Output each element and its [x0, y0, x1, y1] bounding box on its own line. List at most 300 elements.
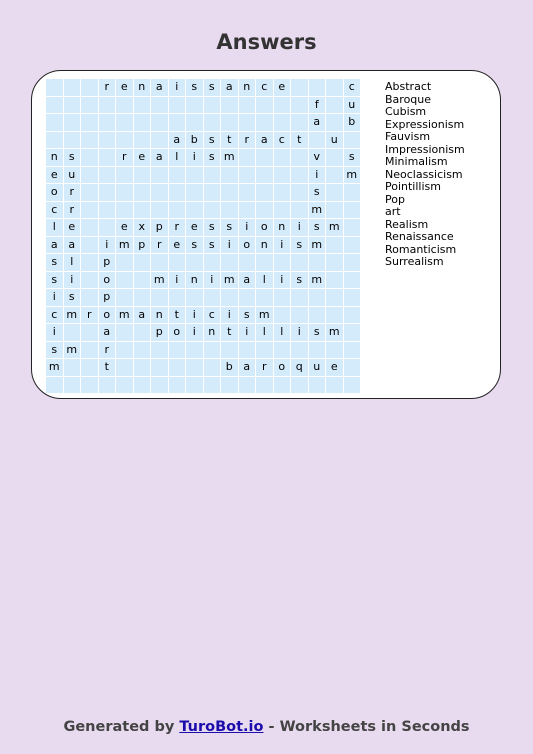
grid-cell: o [239, 237, 256, 254]
grid-cell [239, 254, 256, 271]
grid-cell: s [291, 237, 308, 254]
grid-cell [256, 149, 273, 166]
grid-cell: r [151, 237, 168, 254]
grid-cell: s [186, 237, 203, 254]
grid-cell: c [344, 79, 361, 96]
grid-cell: v [309, 149, 326, 166]
grid-cell [151, 132, 168, 149]
grid-cell [81, 132, 98, 149]
grid-cell: i [291, 219, 308, 236]
grid-cell [274, 184, 291, 201]
grid-cell [99, 149, 116, 166]
grid-cell [204, 359, 221, 376]
grid-cell [169, 289, 186, 306]
grid-cell [134, 289, 151, 306]
grid-cell [204, 114, 221, 131]
grid-cell [221, 184, 238, 201]
grid-cell [309, 307, 326, 324]
grid-cell [81, 272, 98, 289]
grid-cell: s [239, 307, 256, 324]
grid-cell: i [186, 324, 203, 341]
grid-cell [291, 97, 308, 114]
grid-cell [186, 289, 203, 306]
word-list-item: Neoclassicism [385, 167, 463, 181]
grid-cell: a [46, 237, 63, 254]
grid-cell [291, 114, 308, 131]
grid-cell [116, 114, 133, 131]
grid-cell [274, 342, 291, 359]
grid-cell: e [186, 219, 203, 236]
word-list-item: Fauvism [385, 130, 431, 143]
grid-cell [151, 342, 168, 359]
grid-cell: e [116, 219, 133, 236]
grid-cell: s [204, 149, 221, 166]
grid-cell [134, 97, 151, 114]
grid-cell [116, 97, 133, 114]
grid-cell [116, 254, 133, 271]
grid-cell [169, 377, 186, 394]
word-list-item: Abstract [385, 80, 432, 93]
grid-cell [134, 342, 151, 359]
grid-cell: n [239, 79, 256, 96]
grid-cell [326, 202, 343, 219]
grid-cell [291, 202, 308, 219]
grid-cell [221, 342, 238, 359]
grid-cell: r [64, 184, 81, 201]
grid-cell: i [46, 289, 63, 306]
grid-cell [344, 132, 361, 149]
grid-cell: r [239, 132, 256, 149]
word-list-item: Minimalism [385, 155, 448, 168]
grid-cell: i [169, 272, 186, 289]
grid-cell [151, 114, 168, 131]
grid-cell [239, 202, 256, 219]
grid-cell: a [239, 359, 256, 376]
word-list [385, 81, 465, 269]
grid-cell: p [151, 219, 168, 236]
grid-cell [291, 289, 308, 306]
grid-cell: o [256, 219, 273, 236]
grid-cell [116, 359, 133, 376]
grid-cell: p [99, 289, 116, 306]
grid-cell [151, 202, 168, 219]
grid-cell [256, 289, 273, 306]
grid-cell [309, 377, 326, 394]
grid-cell: t [99, 359, 116, 376]
grid-cell: r [99, 342, 116, 359]
grid-cell: s [291, 272, 308, 289]
grid-cell: i [204, 272, 221, 289]
grid-cell: i [64, 272, 81, 289]
grid-cell: o [274, 359, 291, 376]
grid-cell [221, 97, 238, 114]
grid-cell [274, 377, 291, 394]
grid-cell: m [151, 272, 168, 289]
grid-cell [81, 219, 98, 236]
grid-cell: a [221, 79, 238, 96]
footer [0, 719, 533, 735]
grid-cell [169, 114, 186, 131]
grid-cell [151, 167, 168, 184]
grid-cell [151, 377, 168, 394]
word-list-item: art [385, 205, 401, 218]
grid-cell [274, 97, 291, 114]
grid-cell [239, 289, 256, 306]
grid-cell: m [309, 237, 326, 254]
grid-cell [116, 167, 133, 184]
grid-cell [99, 202, 116, 219]
grid-cell [186, 114, 203, 131]
grid-cell: a [169, 132, 186, 149]
footer-prefix: Generated by [63, 719, 180, 735]
grid-cell [186, 254, 203, 271]
grid-cell [81, 254, 98, 271]
grid-cell [309, 289, 326, 306]
grid-cell [309, 132, 326, 149]
grid-cell [256, 377, 273, 394]
grid-cell: n [134, 79, 151, 96]
grid-cell [256, 167, 273, 184]
grid-cell [81, 114, 98, 131]
grid-cell [326, 342, 343, 359]
grid-cell [204, 97, 221, 114]
grid-cell [134, 359, 151, 376]
grid-cell [221, 289, 238, 306]
grid-cell: r [64, 202, 81, 219]
grid-cell [344, 219, 361, 236]
grid-cell [256, 114, 273, 131]
word-list-item: Impressionism [385, 142, 465, 156]
grid-cell: s [309, 184, 326, 201]
grid-cell: r [99, 79, 116, 96]
grid-cell: s [204, 219, 221, 236]
grid-cell [309, 254, 326, 271]
grid-cell [46, 114, 63, 131]
grid-cell: c [46, 202, 63, 219]
grid-cell: i [274, 237, 291, 254]
grid-cell: a [151, 149, 168, 166]
grid-cell: f [309, 97, 326, 114]
grid-cell: p [99, 254, 116, 271]
grid-cell: e [64, 219, 81, 236]
word-list-item: Baroque [385, 92, 432, 106]
grid-cell [81, 324, 98, 341]
word-search-grid [46, 79, 360, 393]
grid-cell [186, 167, 203, 184]
grid-cell [344, 342, 361, 359]
grid-cell: e [326, 359, 343, 376]
grid-cell [239, 114, 256, 131]
grid-cell [204, 289, 221, 306]
word-list-item: Romanticism [385, 242, 457, 256]
grid-cell: e [134, 149, 151, 166]
grid-cell [326, 149, 343, 166]
grid-cell: l [46, 219, 63, 236]
grid-cell: n [46, 149, 63, 166]
grid-cell: i [169, 79, 186, 96]
grid-cell [81, 289, 98, 306]
grid-cell [344, 359, 361, 376]
grid-cell [99, 219, 116, 236]
grid-cell: i [274, 272, 291, 289]
grid-cell: t [169, 307, 186, 324]
grid-cell [291, 149, 308, 166]
grid-cell [291, 184, 308, 201]
word-list-item: Cubism [385, 105, 427, 118]
grid-cell: s [204, 79, 221, 96]
grid-cell [116, 342, 133, 359]
grid-cell [169, 202, 186, 219]
grid-cell [344, 324, 361, 341]
grid-cell [344, 272, 361, 289]
grid-cell [46, 79, 63, 96]
grid-cell [326, 377, 343, 394]
grid-cell: m [309, 272, 326, 289]
grid-cell: s [46, 254, 63, 271]
grid-cell [99, 167, 116, 184]
grid-cell: u [64, 167, 81, 184]
grid-cell [204, 342, 221, 359]
grid-cell [239, 184, 256, 201]
grid-cell [151, 254, 168, 271]
grid-cell [81, 237, 98, 254]
grid-cell [169, 167, 186, 184]
grid-cell [344, 237, 361, 254]
grid-cell [221, 167, 238, 184]
grid-cell: a [239, 272, 256, 289]
grid-cell [309, 79, 326, 96]
grid-cell [204, 202, 221, 219]
grid-cell [344, 377, 361, 394]
grid-cell [186, 184, 203, 201]
grid-cell [344, 184, 361, 201]
grid-cell: m [344, 167, 361, 184]
word-list-item: Renaissance [385, 230, 454, 243]
grid-cell [116, 377, 133, 394]
grid-cell [116, 184, 133, 201]
grid-cell [256, 254, 273, 271]
grid-cell [239, 342, 256, 359]
grid-cell: p [151, 324, 168, 341]
grid-cell [291, 377, 308, 394]
grid-cell [81, 97, 98, 114]
grid-cell [81, 184, 98, 201]
grid-cell [99, 184, 116, 201]
grid-cell: m [221, 272, 238, 289]
grid-cell: i [186, 149, 203, 166]
grid-cell [186, 342, 203, 359]
grid-cell [186, 377, 203, 394]
grid-cell [186, 202, 203, 219]
grid-cell [221, 202, 238, 219]
grid-cell: n [256, 237, 273, 254]
grid-cell: c [274, 132, 291, 149]
grid-cell: a [309, 114, 326, 131]
grid-cell [256, 184, 273, 201]
grid-cell [344, 289, 361, 306]
grid-cell: s [46, 342, 63, 359]
grid-cell [116, 289, 133, 306]
grid-cell [256, 97, 273, 114]
grid-cell [134, 202, 151, 219]
grid-cell: a [134, 307, 151, 324]
grid-cell [81, 377, 98, 394]
grid-cell [221, 254, 238, 271]
grid-cell: t [291, 132, 308, 149]
grid-cell [134, 167, 151, 184]
grid-cell: o [46, 184, 63, 201]
grid-cell: m [326, 219, 343, 236]
grid-cell [151, 97, 168, 114]
grid-cell: a [256, 132, 273, 149]
grid-cell [239, 97, 256, 114]
grid-cell: m [309, 202, 326, 219]
grid-cell: b [221, 359, 238, 376]
grid-cell: i [239, 219, 256, 236]
grid-cell [169, 184, 186, 201]
grid-cell: a [99, 324, 116, 341]
grid-cell [274, 167, 291, 184]
grid-cell: e [46, 167, 63, 184]
grid-cell: t [221, 132, 238, 149]
grid-cell [221, 114, 238, 131]
grid-cell [326, 167, 343, 184]
grid-cell: i [309, 167, 326, 184]
grid-cell: s [309, 219, 326, 236]
grid-cell [204, 254, 221, 271]
grid-cell [99, 132, 116, 149]
grid-cell: i [291, 324, 308, 341]
grid-cell [204, 167, 221, 184]
grid-cell [326, 254, 343, 271]
grid-cell [204, 377, 221, 394]
grid-cell [46, 132, 63, 149]
grid-cell [99, 377, 116, 394]
grid-cell: r [169, 219, 186, 236]
grid-cell: l [274, 324, 291, 341]
grid-cell [274, 289, 291, 306]
grid-cell [81, 149, 98, 166]
grid-cell: b [344, 114, 361, 131]
page-title: Answers [216, 30, 317, 54]
grid-cell: s [46, 272, 63, 289]
grid-cell [81, 202, 98, 219]
grid-cell [291, 254, 308, 271]
grid-cell [81, 79, 98, 96]
grid-cell [64, 132, 81, 149]
grid-cell [326, 79, 343, 96]
grid-cell: c [256, 79, 273, 96]
turobot-link[interactable]: TuroBot.io [179, 719, 264, 735]
grid-cell [326, 237, 343, 254]
grid-cell: m [256, 307, 273, 324]
grid-cell: l [256, 324, 273, 341]
grid-cell [326, 97, 343, 114]
grid-cell [291, 342, 308, 359]
word-list-item: Expressionism [385, 117, 465, 131]
grid-cell [326, 272, 343, 289]
grid-cell [64, 324, 81, 341]
grid-cell [344, 254, 361, 271]
grid-cell [291, 79, 308, 96]
grid-cell: n [274, 219, 291, 236]
grid-cell: i [186, 307, 203, 324]
grid-cell: l [169, 149, 186, 166]
grid-cell [186, 359, 203, 376]
grid-cell [274, 307, 291, 324]
grid-cell: b [186, 132, 203, 149]
grid-cell [64, 79, 81, 96]
grid-cell: u [309, 359, 326, 376]
grid-cell: c [46, 307, 63, 324]
grid-cell [99, 97, 116, 114]
grid-cell: m [221, 149, 238, 166]
grid-cell [274, 149, 291, 166]
grid-cell: x [134, 219, 151, 236]
grid-cell [99, 114, 116, 131]
grid-cell: r [116, 149, 133, 166]
grid-cell: m [64, 342, 81, 359]
grid-cell [239, 377, 256, 394]
grid-cell: c [204, 307, 221, 324]
grid-cell: u [326, 132, 343, 149]
grid-cell [169, 359, 186, 376]
grid-cell: o [169, 324, 186, 341]
grid-cell [134, 132, 151, 149]
grid-cell: o [99, 272, 116, 289]
grid-cell: s [344, 149, 361, 166]
grid-cell: n [186, 272, 203, 289]
grid-cell: o [99, 307, 116, 324]
grid-cell [134, 324, 151, 341]
grid-cell [344, 202, 361, 219]
grid-cell [326, 307, 343, 324]
grid-cell: n [151, 307, 168, 324]
grid-cell [239, 167, 256, 184]
grid-cell [239, 149, 256, 166]
grid-cell [344, 307, 361, 324]
grid-cell [46, 97, 63, 114]
grid-cell: m [116, 237, 133, 254]
grid-cell: e [169, 237, 186, 254]
grid-cell [116, 202, 133, 219]
grid-cell: p [134, 237, 151, 254]
grid-cell [64, 359, 81, 376]
grid-cell: i [221, 237, 238, 254]
grid-cell [64, 377, 81, 394]
grid-cell [134, 114, 151, 131]
grid-cell [116, 324, 133, 341]
grid-cell: e [116, 79, 133, 96]
answer-panel [31, 70, 501, 399]
grid-cell [291, 307, 308, 324]
grid-cell: t [221, 324, 238, 341]
footer-suffix: - Worksheets in Seconds [263, 719, 470, 735]
grid-cell [64, 97, 81, 114]
grid-cell [151, 289, 168, 306]
grid-cell: u [344, 97, 361, 114]
word-list-item: Realism [385, 217, 429, 231]
grid-cell: s [204, 237, 221, 254]
grid-cell [81, 167, 98, 184]
grid-cell [326, 289, 343, 306]
word-list-item: Pop [385, 192, 405, 206]
grid-cell [326, 114, 343, 131]
grid-cell: m [326, 324, 343, 341]
grid-cell: m [116, 307, 133, 324]
grid-cell [274, 114, 291, 131]
grid-cell [221, 377, 238, 394]
